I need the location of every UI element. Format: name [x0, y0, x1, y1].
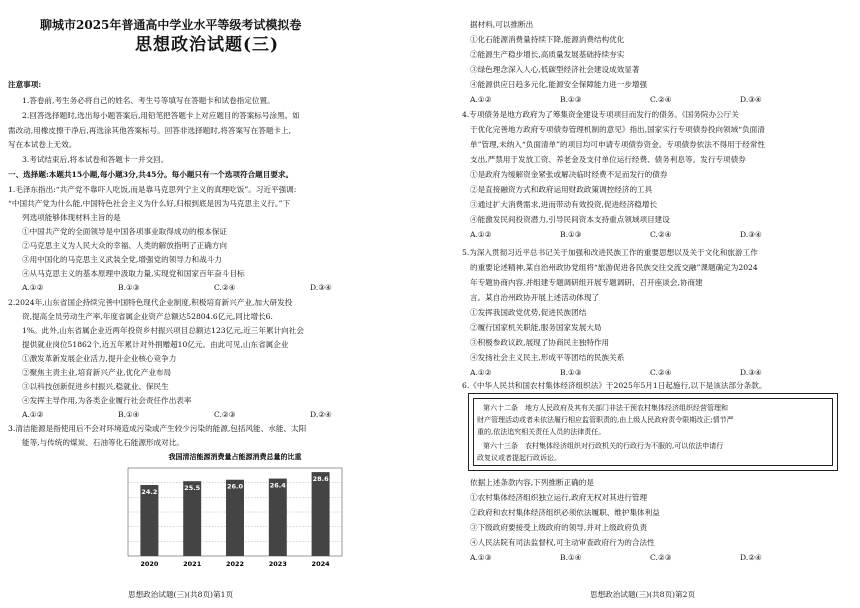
- option-c: C.②④: [650, 368, 672, 377]
- chart-title: 我国清洁能源消费量占能源消费总量的比重: [168, 453, 302, 461]
- option-c: C.②④: [650, 230, 672, 239]
- option-a: A.①②: [470, 230, 492, 239]
- chart-bar: [312, 472, 330, 556]
- law-line: 财产管理活动或者未依法履行相应监管职责的,由上级人民政府责令限期改正;情节严: [477, 416, 734, 424]
- question-2-line: ④发挥主导作用,为各类企业履行社会责任作出表率: [22, 396, 192, 405]
- law-line: 第六十三条 农村集体经济组织对行政机关的行政行为不服的,可以依法申请行: [483, 442, 724, 450]
- exam-title: 思想政治试题(三): [135, 35, 280, 55]
- question-3-line: ④能源供应日趋多元化,能源安全保障能力进一步增强: [470, 80, 648, 89]
- option-c: C.②③: [214, 410, 236, 419]
- question-3-line: ③绿色理念深入人心,低碳型经济社会建设成效显著: [470, 65, 640, 74]
- option-d: D.③④: [740, 368, 762, 377]
- question-2-line: 提供就业岗位51862个,近五年累计对外捐赠超10亿元。由此可见,山东省属企业: [22, 340, 289, 349]
- option-d: D.③④: [740, 95, 762, 104]
- question-4-line: 于优化完善地方政府专项债券管理机制的意见》指出,国家实行专项债券投向领域“负面清: [470, 125, 765, 134]
- law-line: 重的,依法追究相关责任人员的法律责任。: [477, 428, 606, 436]
- question-5-line: ②履行国家机关职能,服务国家发展大局: [470, 323, 602, 332]
- chart-tick-label: 2022: [225, 560, 245, 568]
- question-5-line: ③积极参政议政,展现了协商民主独特作用: [470, 338, 610, 347]
- clean-energy-chart: [110, 450, 360, 572]
- question-3-line: ①化石能源消费量持续下降,能源消费结构优化: [470, 35, 625, 44]
- option-d: D.②④: [740, 553, 762, 562]
- notice-line: 3.考试结束后,将本试卷和答题卡一并交回。: [22, 155, 169, 164]
- notice-line: 2.回答选择题时,选出每小题答案后,用铅笔把答题卡上对应题目的答案标号涂黑。如: [22, 111, 300, 120]
- question-2-line: ②聚焦主责主业,培育新兴产业,优化产业布局: [22, 368, 172, 377]
- question-3-line: 能等,与传统的煤炭、石油等化石能源形成对比。: [22, 438, 184, 447]
- option-b: B.①③: [560, 230, 582, 239]
- question-6-line: ②政府和农村集体经济组织必须依法履职、维护集体利益: [470, 508, 660, 517]
- notice-line: 写在本试卷上无效。: [8, 140, 77, 149]
- question-6-line: 6.《中华人民共和国农村集体经济组织法》于2025年5月1日起施行,以下是该法部分条款。: [462, 381, 767, 390]
- law-excerpt-box: [468, 393, 838, 471]
- chart-tick-label: 2023: [268, 560, 287, 568]
- question-4-line: ①是政府为缓解资金紧张或解决临时经费不足而发行的债券: [470, 170, 668, 179]
- option-d: D.③④: [740, 230, 762, 239]
- option-c: C.②④: [214, 283, 236, 292]
- question-4-line: ③通过扩大消费需求,进而带动有效投资,促进经济稳增长: [470, 200, 658, 209]
- question-4-line: ②是直接融资方式和政府运用财政政策调控经济的工具: [470, 185, 653, 194]
- section-heading: 一、选择题:本题共15小题,每小题3分,共45分。每小题只有一个选项符合题目要求。: [8, 170, 294, 179]
- option-a: A.①③: [470, 553, 492, 562]
- question-4-line: 单”管理,未纳入“负面清单”的项目均可申请专项债券资金。专项债券依法不得用于经常性: [470, 140, 766, 149]
- question-1-line: ②马克思主义为人民大众的幸福、人类的解放指明了正确方向: [22, 241, 228, 250]
- question-2-line: ①激发革新发展企业活力,提升企业核心竞争力: [22, 354, 177, 363]
- question-2-line: 资,提高全员劳动生产率,年度省属企业资产总额达52804.6亿元,同比增长6.: [22, 312, 273, 321]
- option-c: C.②④: [650, 95, 672, 104]
- question-1-line: 1.毛泽东指出:“共产党不靠吓人吃饭,而是靠马克思列宁主义的真理吃饭”。习近平强调:: [8, 185, 297, 194]
- chart-bar: [226, 480, 244, 556]
- question-3-line: ②能源生产稳步增长,高质量发展基础持续夯实: [470, 50, 625, 59]
- option-a: A.①②: [470, 95, 492, 104]
- option-b: B.①④: [560, 553, 582, 562]
- question-2-line: ③以科技创新促进乡村振兴,稳就业、保民生: [22, 382, 169, 391]
- option-c: C.②③: [650, 553, 672, 562]
- chart-bar: [183, 481, 201, 556]
- question-4-line: 4.专项债务是地方政府为了筹集资金建设专项项目而发行的债务。《国务院办公厅关: [462, 110, 739, 119]
- chart-tick-label: 2024: [311, 560, 330, 568]
- page-2: [440, 0, 860, 608]
- page-footer: 思想政治试题(三)(共8页)第1页: [128, 590, 234, 599]
- question-6-line: ①农村集体经济组织独立运行,政府无权对其进行管理: [470, 493, 648, 502]
- question-5-line: ④发扬社会主义民主,形成平等团结的民族关系: [470, 353, 625, 362]
- exam-header: 聊城市2025年普通高中学业水平等级考试模拟卷: [40, 18, 302, 32]
- chart-data-label: 25.5: [184, 484, 201, 493]
- question-5-line: 言。某自治州政协开展上述活动体现了: [470, 293, 600, 302]
- question-1-line: ③用中国化的马克思主义武装全党,增强党的领导力和战斗力: [22, 255, 222, 264]
- option-b: B.①④: [118, 410, 140, 419]
- chart-data-label: 24.2: [141, 488, 158, 497]
- page-footer: 思想政治试题(三)(共8页)第2页: [590, 590, 696, 599]
- page-1: [0, 0, 420, 608]
- option-b: B.①③: [118, 283, 140, 292]
- chart-bar: [269, 479, 287, 556]
- question-5-line: ①发挥我国政党优势,促进民族团结: [470, 308, 587, 317]
- option-a: A.①②: [22, 410, 44, 419]
- question-3-line: 据材料,可以推断出: [470, 20, 534, 29]
- question-5-line: 5.为深入贯彻习近平总书记关于加强和改进民族工作的重要思想以及关于文化和旅游工作: [462, 248, 758, 257]
- option-d: D.②④: [310, 410, 332, 419]
- option-d: D.③④: [310, 283, 332, 292]
- notice-title: 注意事项:: [8, 80, 42, 89]
- question-1-line: ①中国共产党的全面领导是中国各项事业取得成功的根本保证: [22, 227, 228, 236]
- question-2-line: 2.2024年,山东省国企持续完善中国特色现代企业制度,积极培育新兴产业,加大研发投: [8, 298, 293, 307]
- option-b: B.①③: [560, 95, 582, 104]
- question-3-line: 3.清洁能源是指使用后不会对环境造成污染或产生较少污染的能源,包括风能、水能、太阳: [8, 424, 307, 433]
- question-6-line: ③下级政府要接受上级政府的领导,并对上级政府负责: [470, 523, 648, 532]
- option-a: A.①②: [22, 283, 44, 292]
- question-4-line: ④能激发民间投资潜力,引导民间资本支持重点领域项目建设: [470, 215, 670, 224]
- question-1-line: ④从马克思主义的基本原理中汲取力量,实现党和国家百年奋斗目标: [22, 269, 245, 278]
- notice-line: 1.答卷前,考生务必将自己的姓名、考生号等填写在答题卡和试卷指定位置。: [22, 96, 275, 105]
- law-line: 第六十二条 地方人民政府及其有关部门非法干预农村集体经济组织经营管理和: [483, 404, 728, 412]
- question-5-line: 的重要论述精神,某自治州政协党组将“旅游促进各民族交往交流交融”课题确定为2024: [470, 263, 758, 272]
- question-1-line: “中国共产党为什么能,中国特色社会主义为什么好,归根到底是因为马克思主义行。”下: [8, 199, 291, 208]
- question-6-line: ④人民法院有司法监督权,可主动审查政府行为的合法性: [470, 538, 655, 547]
- option-b: B.①③: [560, 368, 582, 377]
- law-line: 政复议或者提起行政诉讼。: [477, 454, 561, 462]
- question-2-line: 1%。此外,山东省属企业近两年投资乡村振兴项目总额达123亿元,近三年累计向社会: [22, 326, 304, 335]
- question-5-line: 年专题协商内容,并组建专题调研组开展专题调研、召开座谈会,协商建: [470, 278, 703, 287]
- notice-line: 需改动,用橡皮擦干净后,再选涂其他答案标号。回答非选择题时,将答案写在答题卡上,: [8, 126, 292, 135]
- option-a: A.①②: [470, 368, 492, 377]
- chart-data-label: 26.0: [226, 482, 244, 491]
- chart-data-label: 26.4: [269, 481, 286, 490]
- chart-tick-label: 2021: [183, 560, 202, 568]
- question-4-line: 支出,严禁用于发放工资、养老金及支付单位运行经费、债务利息等。发行专项债券: [470, 155, 746, 164]
- question-1-line: 列选项能够体现材料主旨的是: [22, 213, 121, 222]
- question-6-prompt: 依据上述条款内容,下列推断正确的是: [470, 478, 594, 487]
- chart-data-label: 28.6: [312, 475, 329, 484]
- chart-tick-label: 2020: [140, 560, 159, 568]
